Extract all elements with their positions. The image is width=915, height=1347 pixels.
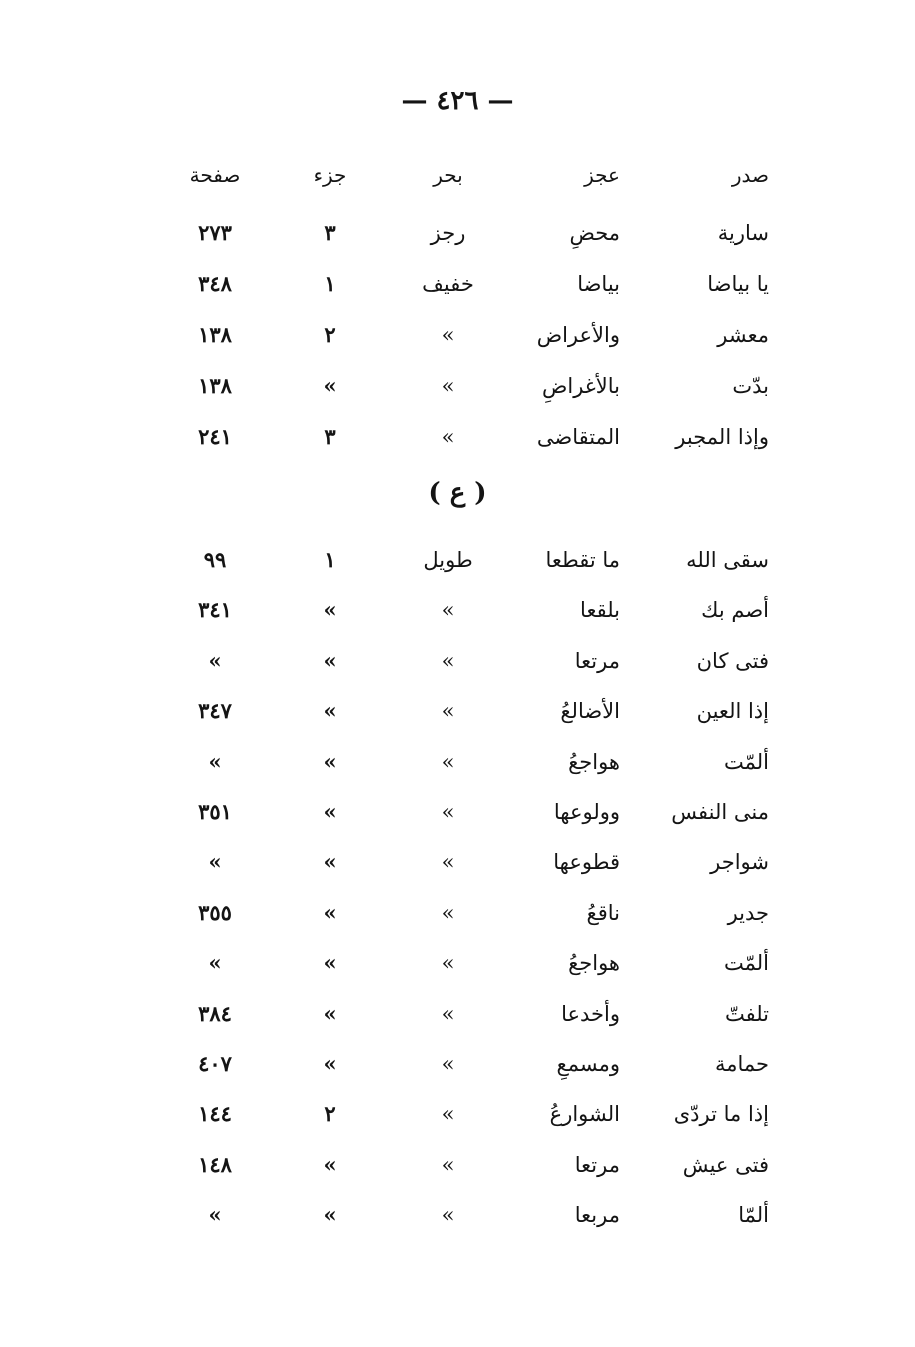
cell-safha: ١٤٨ xyxy=(198,1151,232,1177)
cell-ajz: والأعراض xyxy=(536,323,620,347)
cell-sadr: معشر xyxy=(717,323,769,347)
cell-juz: » xyxy=(323,899,337,925)
cell-safha: ٤٠٧ xyxy=(198,1051,232,1076)
table-row xyxy=(0,1094,915,1134)
cell-juz: » xyxy=(323,950,337,976)
table-row xyxy=(0,742,915,782)
cell-bahr: » xyxy=(441,648,455,673)
cell-sadr: أصم بك xyxy=(701,598,769,623)
cell-sadr: تلفتّ xyxy=(724,1001,769,1026)
cell-safha: ٢٤١ xyxy=(198,424,232,449)
cell-ajz: بالأغراضِ xyxy=(541,374,620,398)
table-row xyxy=(0,264,915,304)
table-row xyxy=(0,213,915,253)
cell-safha: ٢٧٣ xyxy=(198,220,232,245)
table-row xyxy=(0,590,915,630)
header-ajz: عجز xyxy=(584,163,620,187)
cell-bahr: » xyxy=(441,1052,455,1076)
cell-bahr: طويل xyxy=(423,548,473,572)
table-row xyxy=(0,1195,915,1235)
cell-sadr: سقى الله xyxy=(686,548,769,572)
cell-ajz: المتقاضى xyxy=(536,425,620,449)
cell-ajz: ومسمعِ xyxy=(556,1052,620,1076)
cell-sadr: بدّت xyxy=(732,374,769,398)
cell-juz: » xyxy=(323,1051,337,1076)
cell-bahr: » xyxy=(441,1203,455,1228)
cell-juz: ٢ xyxy=(324,1101,336,1127)
cell-ajz: بلقعا xyxy=(580,598,620,623)
cell-safha: » xyxy=(208,748,222,774)
table-row xyxy=(0,1145,915,1185)
cell-juz: » xyxy=(323,1151,337,1177)
cell-safha: ٣٥٥ xyxy=(198,899,232,925)
cell-juz: ١ xyxy=(324,271,336,296)
cell-ajz: مرتعا xyxy=(574,1152,620,1177)
cell-ajz: هواجعُ xyxy=(568,749,620,774)
header-juz: جزء xyxy=(313,163,347,187)
cell-ajz: هواجعُ xyxy=(568,951,620,976)
cell-bahr: » xyxy=(441,374,455,398)
table-row xyxy=(0,1044,915,1084)
cell-sadr: منى النفس xyxy=(671,800,769,824)
header-safha: صفحة xyxy=(189,163,241,187)
cell-bahr: » xyxy=(441,900,455,925)
cell-safha: ٣٤٨ xyxy=(198,271,232,296)
cell-sadr: ألمّت xyxy=(724,749,769,774)
cell-bahr: » xyxy=(441,1152,455,1177)
cell-juz: ١ xyxy=(324,547,336,572)
cell-ajz: وأخدعا xyxy=(561,1001,620,1026)
cell-juz: » xyxy=(323,748,337,774)
table-row xyxy=(0,417,915,457)
cell-bahr: خفيف xyxy=(422,272,474,296)
cell-sadr: وإذا المجبر xyxy=(675,425,769,449)
cell-safha: ٣٤٧ xyxy=(198,698,232,724)
cell-juz: » xyxy=(323,1202,337,1228)
cell-ajz: وولوعها xyxy=(553,800,620,824)
cell-juz: ٢ xyxy=(324,322,336,347)
table-row xyxy=(0,691,915,731)
cell-juz: » xyxy=(323,647,337,673)
cell-juz: ٣ xyxy=(324,220,336,245)
cell-ajz: الأضالعُ xyxy=(560,699,620,724)
cell-safha: » xyxy=(208,849,222,875)
cell-safha: ١٤٤ xyxy=(198,1101,232,1127)
header-sadr: صدر xyxy=(731,163,769,187)
cell-sadr: ألمّت xyxy=(724,951,769,976)
table-row xyxy=(0,943,915,983)
cell-sadr: يا بياضا xyxy=(707,272,769,296)
cell-safha: » xyxy=(208,1202,222,1228)
cell-juz: » xyxy=(323,1000,337,1026)
section-letter: ( ع ) xyxy=(428,478,487,508)
table-row xyxy=(0,315,915,355)
cell-bahr: » xyxy=(441,1102,455,1127)
cell-bahr: » xyxy=(441,425,455,449)
cell-sadr: ألمّا xyxy=(738,1203,769,1228)
cell-bahr: » xyxy=(441,323,455,347)
cell-sadr: فتى كان xyxy=(696,648,769,673)
cell-safha: ١٣٨ xyxy=(198,322,232,347)
table-row xyxy=(0,994,915,1034)
cell-juz: » xyxy=(323,597,337,623)
cell-bahr: » xyxy=(441,699,455,724)
cell-juz: ٣ xyxy=(324,424,336,449)
cell-ajz: مربعا xyxy=(574,1203,620,1228)
cell-safha: ٣٨٤ xyxy=(198,1000,232,1026)
cell-sadr: سارية xyxy=(717,221,769,245)
cell-sadr: جدير xyxy=(727,900,769,925)
cell-sadr: حمامة xyxy=(714,1052,769,1076)
cell-sadr: فتى عيش xyxy=(682,1152,769,1177)
table-row xyxy=(0,366,915,406)
table-row xyxy=(0,842,915,882)
cell-safha: ١٣٨ xyxy=(198,373,232,398)
cell-bahr: رجز xyxy=(430,221,466,245)
cell-ajz: محضِ xyxy=(569,221,620,245)
cell-ajz: ما تقطعا xyxy=(545,548,620,572)
header-bahr: بحر xyxy=(433,163,463,187)
cell-juz: » xyxy=(323,849,337,875)
table-header xyxy=(0,155,915,195)
table-row xyxy=(0,641,915,681)
cell-safha: ٣٤١ xyxy=(198,597,232,623)
page-number: — ٤٢٦ — xyxy=(401,86,514,116)
cell-sadr: إذا العين xyxy=(696,699,769,724)
table-row xyxy=(0,792,915,832)
cell-juz: » xyxy=(323,373,337,398)
cell-safha: » xyxy=(208,950,222,976)
cell-bahr: » xyxy=(441,800,455,824)
table-row xyxy=(0,893,915,933)
cell-juz: » xyxy=(323,799,337,824)
cell-juz: » xyxy=(323,698,337,724)
cell-ajz: قطوعها xyxy=(553,850,620,875)
cell-bahr: » xyxy=(441,598,455,623)
cell-ajz: الشوارعُ xyxy=(549,1102,620,1127)
cell-bahr: » xyxy=(441,1001,455,1026)
cell-ajz: مرتعا xyxy=(574,648,620,673)
cell-safha: ٩٩ xyxy=(203,547,227,572)
cell-bahr: » xyxy=(441,850,455,875)
cell-bahr: » xyxy=(441,749,455,774)
cell-bahr: » xyxy=(441,951,455,976)
cell-ajz: بياضا xyxy=(577,272,620,296)
cell-sadr: شواجر xyxy=(710,850,769,875)
cell-safha: ٣٥١ xyxy=(198,799,232,824)
table-row xyxy=(0,540,915,580)
cell-ajz: ناقعُ xyxy=(586,900,620,925)
cell-sadr: إذا ما تردّى xyxy=(673,1102,769,1127)
cell-safha: » xyxy=(208,647,222,673)
